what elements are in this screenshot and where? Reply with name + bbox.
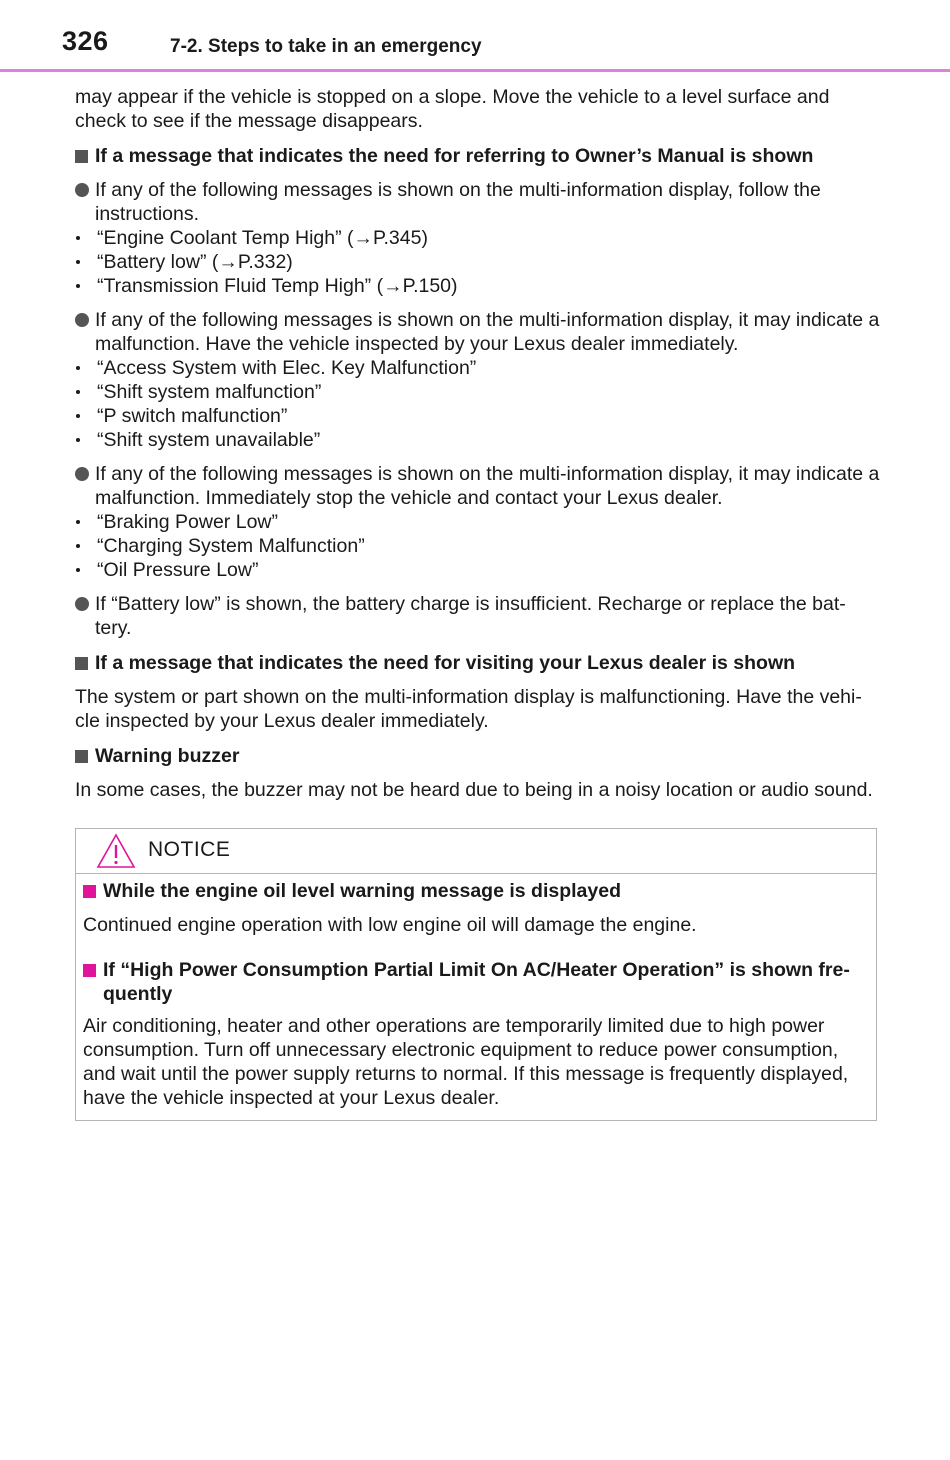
circle-bullet-icon (75, 467, 89, 481)
square-bullet-icon (75, 150, 88, 163)
circle-bullet-text: If any of the following messages is shown on the multi-information display, it may indicate a malfunction. Immediately stop the vehicle and contact your Lexus dealer. (95, 463, 880, 509)
page-number: 326 (62, 26, 109, 56)
notice-header (76, 829, 876, 874)
list-item: “Oil Pressure Low” (75, 558, 880, 582)
notice-title: NOTICE (148, 838, 231, 861)
square-bullet-icon (75, 750, 88, 763)
circle-bullet-text: If any of the following messages is shown on the multi-information display, it may indicate a malfunction. Have the vehicle inspected by your Lexus dealer immediately. (95, 309, 880, 355)
circle-bullet-item (75, 592, 880, 640)
section-heading-visit-dealer (75, 651, 880, 675)
notice-item-heading: If “High Power Consumption Partial Limit On AC/Heater Operation” is shown fre- quently (83, 958, 856, 1006)
visit-dealer-paragraph: The system or part shown on the multi-information display is malfunctioning. Have the vehi- cle inspected by your Lexus dealer immediately. (75, 686, 862, 732)
list-item: “P switch malfunction” (75, 404, 880, 428)
circle-bullet-icon (75, 183, 89, 197)
circle-bullet-icon (75, 313, 89, 327)
list-item: “Battery low” (→P.332) (75, 250, 880, 274)
section-heading-text: Warning buzzer (95, 745, 240, 767)
circle-bullet-text: If any of the following messages is shown on the multi-information display, follow the instructions. (95, 179, 821, 225)
list-item: “Shift system unavailable” (75, 428, 880, 452)
section-heading-text: If a message that indicates the need for referring to Owner’s Manual is shown (95, 145, 814, 167)
pink-square-icon (83, 964, 96, 977)
list-item: “Charging System Malfunction” (75, 534, 880, 558)
notice-box (75, 828, 877, 1121)
circle-bullet-item (75, 308, 880, 356)
notice-item-text: Continued engine operation with low engine oil will damage the engine. (83, 914, 697, 936)
section-heading-warning-buzzer (75, 744, 880, 768)
section-title: 7-2. Steps to take in an emergency (170, 36, 482, 57)
circle-bullet-item (75, 178, 880, 226)
battery-note-text: If “Battery low” is shown, the battery charge is insufficient. Recharge or replace the bat- tery. (95, 593, 846, 639)
intro-paragraph: may appear if the vehicle is stopped on a slope. Move the vehicle to a level surface and check to see if the message disappears. (75, 86, 830, 132)
message-list (75, 226, 880, 298)
message-list (75, 356, 880, 452)
list-item: “Braking Power Low” (75, 510, 880, 534)
notice-body (76, 874, 876, 1110)
message-list (75, 510, 880, 582)
notice-item-heading: While the engine oil level warning message is displayed (83, 879, 856, 903)
notice-item-text: Air conditioning, heater and other operations are temporarily limited due to high power consumption. Turn off unnecessary electronic equipment to reduce power consumption, and wait until the power supply returns to normal. If this message is frequently displayed, have the vehicle inspected at your Lexus dealer. (83, 1015, 849, 1109)
circle-bullet-item (75, 462, 880, 510)
section-heading-owners-manual (75, 144, 880, 168)
list-item: “Shift system malfunction” (75, 380, 880, 404)
pink-square-icon (83, 885, 96, 898)
list-item: “Engine Coolant Temp High” (→P.345) (75, 226, 880, 250)
circle-bullet-icon (75, 597, 89, 611)
section-heading-text: If a message that indicates the need for visiting your Lexus dealer is shown (95, 652, 796, 674)
page-header (0, 0, 950, 72)
warning-buzzer-paragraph: In some cases, the buzzer may not be heard due to being in a noisy location or audio sound. (75, 779, 873, 801)
list-item: “Transmission Fluid Temp High” (→P.150) (75, 274, 880, 298)
square-bullet-icon (75, 657, 88, 670)
list-item: “Access System with Elec. Key Malfunction” (75, 356, 880, 380)
main-content (75, 85, 880, 813)
warning-triangle-icon (96, 833, 136, 869)
